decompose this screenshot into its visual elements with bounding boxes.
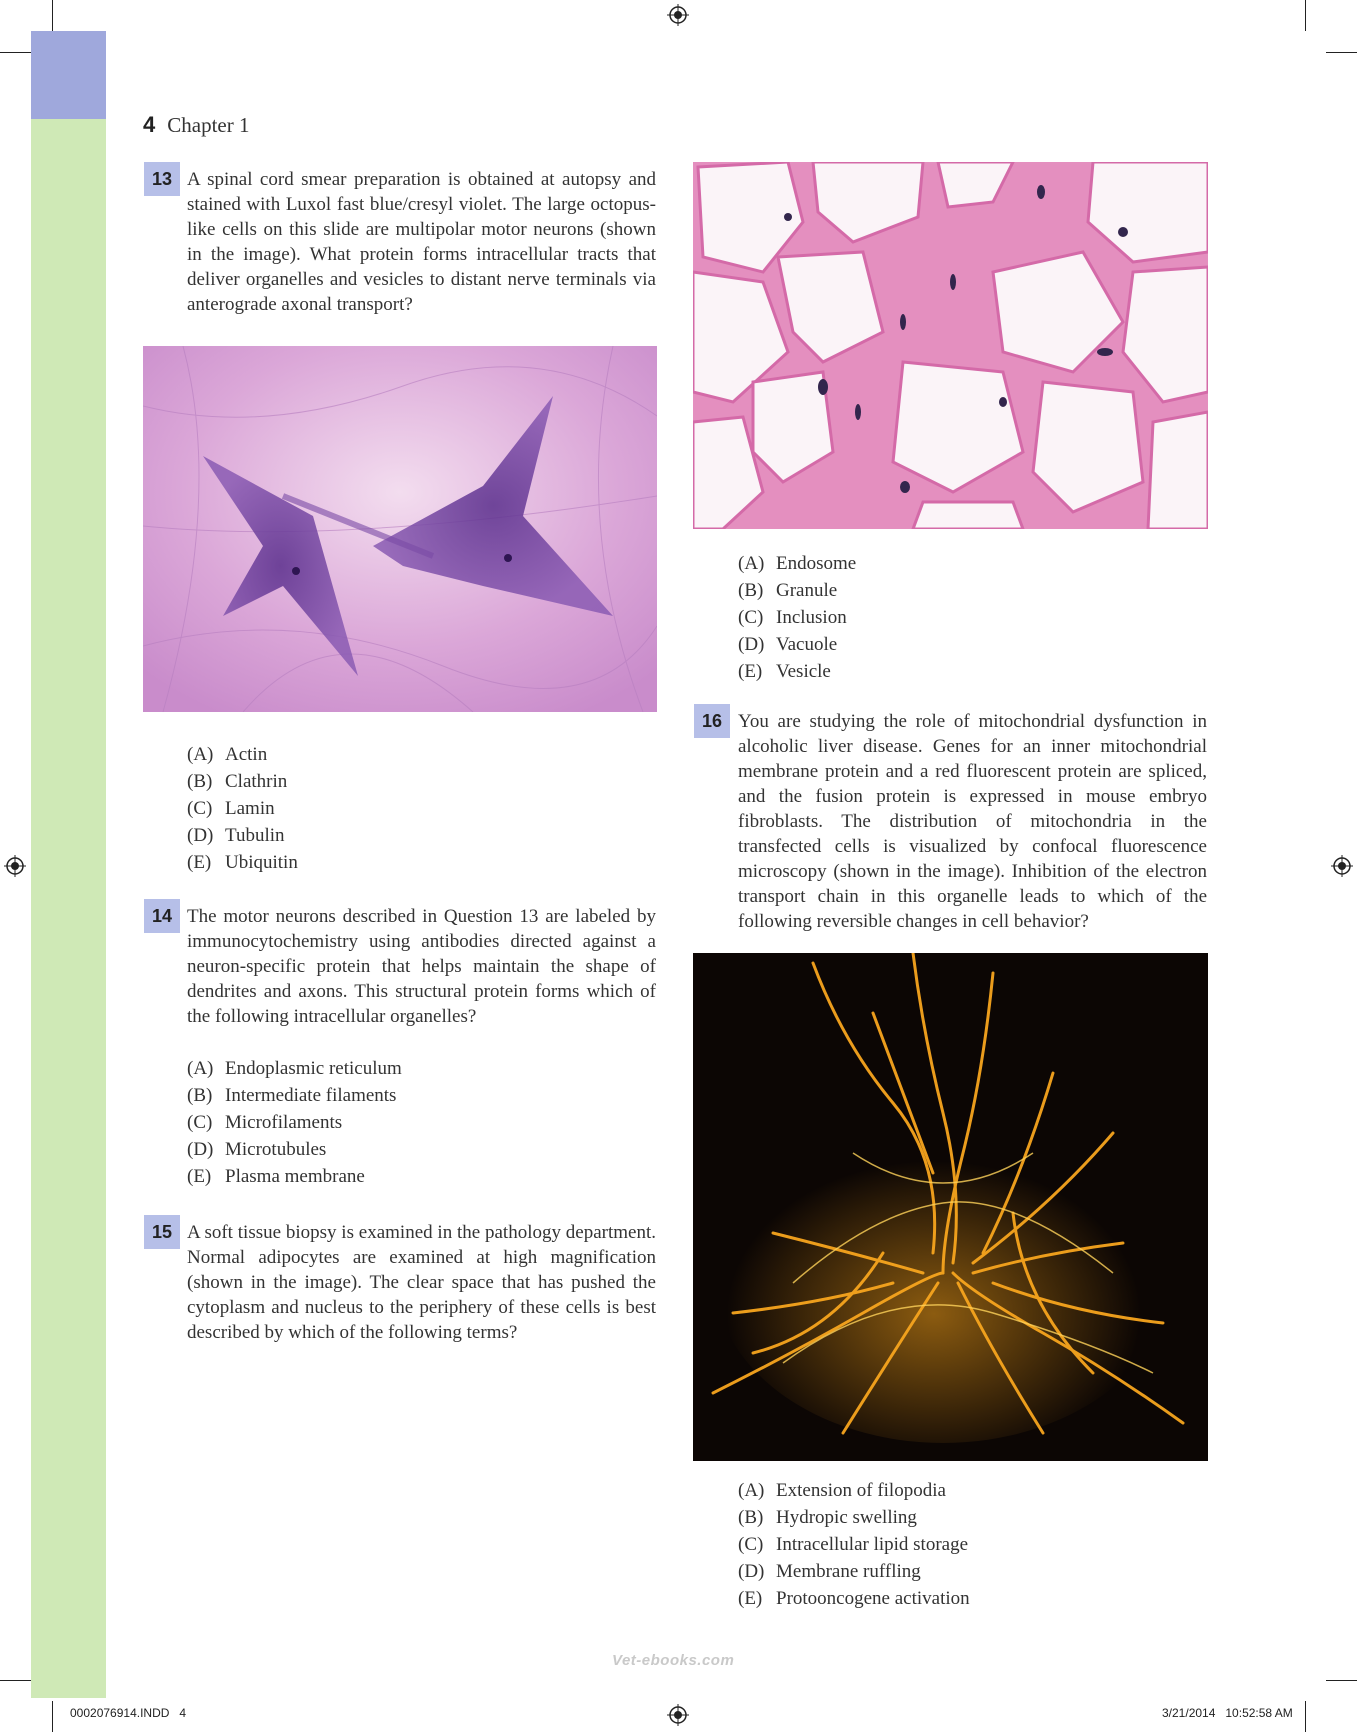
registration-mark-icon [1331, 855, 1353, 877]
question-text: You are studying the role of mitochondrial dysfunction in alcoholic liver disease. Genes for an inner mitochondrial membrane protein and a red fluorescent protein are spliced, and the fusion protein is expressed in mouse embryo fibroblasts. The distribution of mitochondria in the transfected cells is visualized by confocal fluorescence microscopy (shown in the image). Inhibition of the electron transport chain in this organelle leads to which of the following reversible changes in cell behavior? [738, 711, 1207, 932]
registration-mark-icon [4, 855, 26, 877]
chapter-title: Chapter 1 [167, 113, 250, 137]
answer-option[interactable]: (B) Hydropic swelling [738, 1507, 917, 1528]
trim-mark [0, 1680, 31, 1681]
answer-option[interactable]: (C) Inclusion [738, 607, 847, 628]
answer-option[interactable]: (A) Endosome [738, 553, 857, 574]
answer-option[interactable]: (C) Microfilaments [187, 1112, 343, 1133]
question-number-badge: 13 [144, 162, 180, 196]
answer-option[interactable]: (B) Intermediate filaments [187, 1085, 397, 1106]
trim-mark [1326, 1680, 1357, 1681]
trim-mark [52, 0, 53, 31]
answer-option[interactable]: (D) Tubulin [187, 825, 285, 846]
answer-option[interactable]: (B) Clathrin [187, 771, 288, 792]
answer-option[interactable]: (E) Vesicle [738, 661, 831, 682]
page-header [143, 112, 249, 138]
trim-mark [1305, 1701, 1306, 1732]
answer-option[interactable]: (A) Extension of filopodia [738, 1480, 946, 1501]
answer-option[interactable]: (C) Lamin [187, 798, 275, 819]
footer-file-name: 0002076914.INDD 4 [70, 1706, 187, 1720]
answer-options [738, 1477, 970, 1612]
trim-mark [0, 52, 31, 53]
question-text: The motor neurons described in Question 13 are labeled by immunocytochemistry using antibodies directed against a neuron-specific protein that helps maintain the shape of dendrites and axons. This structural protein forms which of the following intracellular organelles? [187, 906, 656, 1027]
answer-option[interactable]: (D) Vacuole [738, 634, 838, 655]
trim-mark [1326, 52, 1357, 53]
question-number-badge: 16 [694, 704, 730, 738]
answer-option[interactable]: (C) Intracellular lipid storage [738, 1534, 969, 1555]
answer-option[interactable]: (E) Protooncogene activation [738, 1588, 970, 1609]
answer-options [187, 1055, 402, 1190]
question-number-badge: 15 [144, 1215, 180, 1249]
watermark: Vet-ebooks.com [612, 1652, 735, 1669]
sidebar-stripe [31, 118, 106, 1698]
answer-options [187, 741, 298, 876]
mitochondria-fluorescence-image [693, 953, 1208, 1461]
answer-option[interactable]: (A) Endoplasmic reticulum [187, 1058, 402, 1079]
question-number-badge: 14 [144, 899, 180, 933]
answer-options [738, 550, 856, 685]
question-text: A soft tissue biopsy is examined in the pathology department. Normal adipocytes are examined at high magnification (shown in the image). The clear space that has pushed the cytoplasm and nucleus to the periphery of these cells is best described by which of the following terms? [187, 1222, 656, 1343]
answer-option[interactable]: (E) Ubiquitin [187, 852, 298, 873]
answer-option[interactable]: (B) Granule [738, 580, 838, 601]
answer-option[interactable]: (E) Plasma membrane [187, 1166, 365, 1187]
registration-mark-icon [667, 4, 689, 26]
sidebar-tab [31, 31, 106, 119]
registration-mark-icon [667, 1704, 689, 1726]
trim-mark [1305, 0, 1306, 31]
answer-option[interactable]: (A) Actin [187, 744, 268, 765]
answer-option[interactable]: (D) Microtubules [187, 1139, 327, 1160]
trim-mark [52, 1701, 53, 1732]
footer-timestamp: 3/21/2014 10:52:58 AM [1162, 1706, 1293, 1720]
neuron-micrograph [143, 346, 657, 712]
adipocyte-micrograph [693, 162, 1208, 529]
page-number: 4 [143, 112, 156, 137]
question-text: A spinal cord smear preparation is obtained at autopsy and stained with Luxol fast blue/cresyl violet. The large octopus-like cells on this slide are multipolar motor neurons (shown in the image). What protein forms intracellular tracts that deliver organelles and vesicles to distant nerve terminals via anterograde axonal transport? [187, 169, 656, 315]
answer-option[interactable]: (D) Membrane ruffling [738, 1561, 921, 1582]
